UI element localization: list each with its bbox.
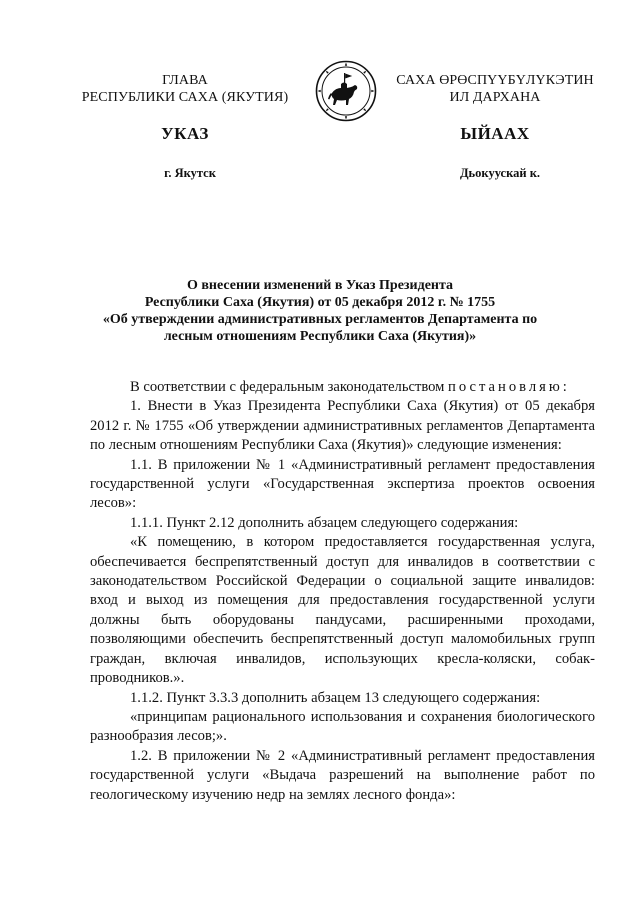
document-title bbox=[90, 277, 550, 345]
preamble-decree-word: постановляю: bbox=[448, 379, 570, 395]
doc-type-right: ЫЙААХ bbox=[460, 124, 530, 143]
paragraph-item-1-1-2: 1.1.2. Пункт 3.3.3 дополнить абзацем 13 следующего содержания: bbox=[130, 689, 541, 706]
header-right-line1: САХА ӨРӨСПҮҮБҮЛҮКЭТИН bbox=[396, 73, 594, 88]
title-line-3: «Об утверждении административных регламентов Департамента по bbox=[102, 312, 538, 327]
paragraph-preamble bbox=[90, 378, 595, 397]
title-line-2: Республики Саха (Якутия) от 05 декабря 2012 г. № 1755 bbox=[144, 295, 496, 310]
coat-of-arms-icon bbox=[315, 60, 377, 122]
header-right-line2: ИЛ ДАРХАНА bbox=[449, 90, 541, 105]
city-left: г. Якутск bbox=[164, 166, 216, 180]
paragraph-quote-biodiversity: «принципам рационального использования и сохранения биологического разнообразия лесов;». bbox=[90, 708, 595, 745]
document-body bbox=[90, 378, 595, 805]
paragraph-item-1-2: 1.2. В приложении № 2 «Административный регламент предоставления государственной услуги «Выдача разрешений на выполнение работ по геологическому изучению недр на землях лесного фонда»: bbox=[90, 747, 595, 803]
title-line-1: О внесении изменений в Указ Президента bbox=[186, 278, 454, 293]
header-left-line1: ГЛАВА bbox=[162, 73, 208, 88]
header-left-line2: РЕСПУБЛИКИ САХА (ЯКУТИЯ) bbox=[81, 90, 289, 105]
city-right: Дьокуускай к. bbox=[459, 166, 541, 180]
paragraph-item-1: 1. Внести в Указ Президента Республики Саха (Якутия) от 05 декабря 2012 г. № 1755 «Об утверждении административных регламентов Департамента по лесным отношениям Республики Саха (Якутия)» следующие изменения: bbox=[90, 398, 595, 454]
title-line-4: лесным отношениям Республики Саха (Якутия)» bbox=[163, 329, 477, 344]
paragraph-item-1-1: 1.1. В приложении № 1 «Административный регламент предоставления государственной услуги «Государственная экспертиза проектов освоения лесов»: bbox=[90, 456, 595, 512]
header-right-block bbox=[395, 72, 595, 106]
preamble-text: В соответствии с федеральным законодательством bbox=[130, 379, 449, 395]
doc-type-left: УКАЗ bbox=[161, 124, 209, 143]
header-left-block bbox=[80, 72, 290, 106]
paragraph-item-1-1-1: 1.1.1. Пункт 2.12 дополнить абзацем следующего содержания: bbox=[130, 514, 519, 531]
paragraph-quote-accessibility: «К помещению, в котором предоставляется государственная услуга, обеспечивается беспрепятственный доступ для инвалидов в соответствии с законодательством Российской Федерации о социальной защите инвалидов: вход и выход из помещения для предоставления государственной услуги должны быть оборудованы пандусами, расширенными проходами, позволяющими обеспечить беспрепятственный доступ маломобильных групп граждан, включая инвалидов, использующих кресла-коляски, собак-проводников.». bbox=[90, 534, 595, 687]
